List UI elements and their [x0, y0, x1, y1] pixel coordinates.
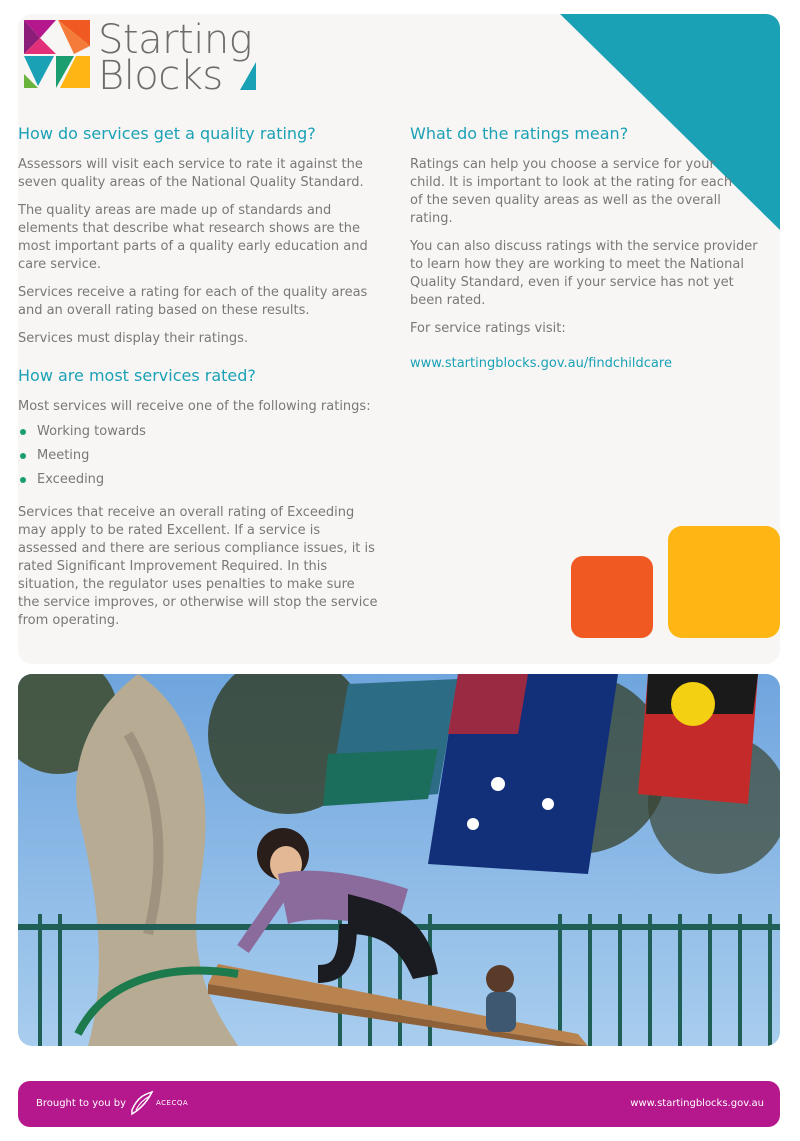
- paragraph: Assessors will visit each service to rate it against the seven quality areas of the National Quality Standard.: [18, 157, 364, 190]
- list-item: [18, 420, 378, 444]
- tangram-logo-icon: [18, 16, 96, 94]
- findchildcare-link[interactable]: www.startingblocks.gov.au/findchildcare: [410, 356, 672, 371]
- paragraph: For service ratings visit:: [410, 321, 566, 336]
- bullet-dot-icon: [20, 453, 26, 459]
- list-item-label: Meeting: [37, 448, 90, 463]
- acecqa-logo-text: ACECQA: [156, 1099, 189, 1107]
- yellow-square-decoration: [668, 526, 780, 638]
- paragraph: Services receive a rating for each of the quality areas and an overall rating based on these results.: [18, 285, 368, 318]
- acecqa-logo-icon: [130, 1090, 154, 1116]
- paragraph: Ratings can help you choose a service for your child. It is important to look at the rating for each of the seven quality areas as well as the overall rating.: [410, 157, 733, 226]
- bullet-dot-icon: [20, 429, 26, 435]
- photo-child-climbing: [18, 674, 780, 1046]
- right-column: [410, 124, 760, 371]
- content-panel: [18, 14, 780, 664]
- paragraph: You can also discuss ratings with the service provider to learn how they are working to meet the National Quality Standard, even if your service has not yet been rated.: [410, 239, 758, 308]
- heading-quality-rating: How do services get a quality rating?: [18, 124, 316, 143]
- bullet-dot-icon: [20, 477, 26, 483]
- paragraph: Services that receive an overall rating of Exceeding may apply to be rated Excellent. If a service is assessed and there are serious compliance issues, it is rated Significant Improvement Required. In this situation, the regulator uses penalties to make sure the service improves, or otherwise will stop the service from operating.: [18, 505, 378, 628]
- footer-website-url[interactable]: www.startingblocks.gov.au: [630, 1098, 764, 1109]
- photo-illustration: [18, 674, 780, 1046]
- footer-bar: [18, 1081, 780, 1127]
- starting-blocks-logo: [18, 16, 318, 106]
- logo-accent-icon: [240, 62, 256, 90]
- logo-word-blocks: Blocks: [98, 53, 223, 99]
- list-item-label: Working towards: [37, 424, 146, 439]
- list-item-label: Exceeding: [37, 472, 105, 487]
- logo-word-starting: Starting: [98, 17, 253, 63]
- paragraph: The quality areas are made up of standards and elements that describe what research shows are the most important parts of a quality early education and care service.: [18, 203, 368, 272]
- paragraph: Most services will receive one of the following ratings:: [18, 399, 371, 414]
- brought-to-you-by-text: Brought to you by: [36, 1098, 127, 1109]
- orange-square-decoration: [571, 556, 653, 638]
- heading-ratings-mean: What do the ratings mean?: [410, 124, 629, 143]
- ratings-list: [18, 420, 378, 492]
- heading-how-rated: How are most services rated?: [18, 366, 256, 385]
- left-column: [18, 124, 378, 640]
- list-item: [18, 444, 378, 468]
- list-item: [18, 468, 378, 492]
- paragraph: Services must display their ratings.: [18, 331, 248, 346]
